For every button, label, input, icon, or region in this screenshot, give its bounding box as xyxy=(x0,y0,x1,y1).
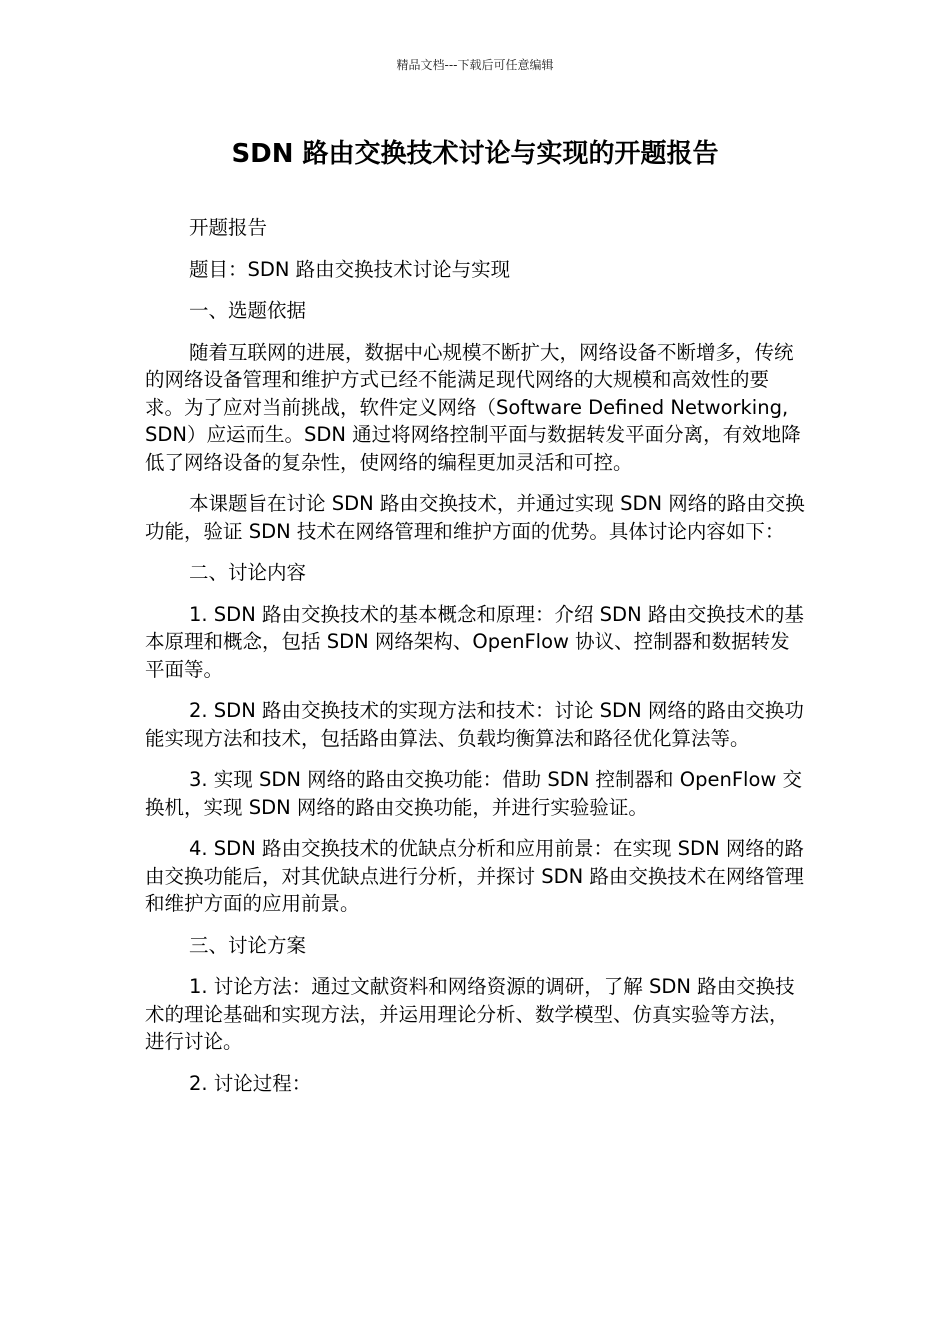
header-note: 精品文档---下载后可任意编辑 xyxy=(396,58,554,72)
paragraph-report-label: 开题报告 xyxy=(189,216,268,239)
paragraph-purpose: 本课题旨在讨论 SDN 路由交换技术，并通过实现 SDN 网络的路由交换功能，验证 SDN 技术在网络管理和维护方面的优势。具体讨论内容如下： xyxy=(145,492,805,543)
list-item-content-3: 3. 实现 SDN 网络的路由交换功能：借助 SDN 控制器和 OpenFlow 交换机，实现 SDN 网络的路由交换功能，并进行实验验证。 xyxy=(145,768,803,819)
document-body xyxy=(145,214,807,1111)
list-item-plan-1: 1. 讨论方法：通过文献资料和网络资源的调研，了解 SDN 路由交换技术的理论基础和实现方法，并运用理论分析、数学模型、仿真实验等方法，进行讨论。 xyxy=(145,975,795,1053)
paragraph-background: 随着互联网的进展，数据中心规模不断扩大，网络设备不断增多，传统的网络设备管理和维护方式已经不能满足现代网络的大规模和高效性的要求。为了应对当前挑战，软件定义网络（Software Defined Networking, SDN）应运而生。SDN 通过将网络控制平面与数据转发平面分离，有效地降低了网络设备的复杂性，使网络的编程更加灵活和可控。 xyxy=(145,340,801,474)
list-item-content-4: 4. SDN 路由交换技术的优缺点分析和应用前景：在实现 SDN 网络的路由交换功能后，对其优缺点进行分析，并探讨 SDN 路由交换技术在网络管理和维护方面的应用前景。 xyxy=(145,837,804,915)
document-title: SDN 路由交换技术讨论与实现的开题报告 xyxy=(231,139,719,169)
section-heading-content: 二、讨论内容 xyxy=(189,561,307,584)
list-item-plan-2: 2. 讨论过程： xyxy=(189,1071,312,1095)
paragraph-topic: 题目：SDN 路由交换技术讨论与实现 xyxy=(189,257,511,281)
section-heading-basis: 一、选题依据 xyxy=(189,299,307,322)
section-heading-plan: 三、讨论方案 xyxy=(189,933,307,957)
list-item-content-2: 2. SDN 路由交换技术的实现方法和技术：讨论 SDN 网络的路由交换功能实现方法和技术，包括路由算法、负载均衡算法和路径优化算法等。 xyxy=(145,699,804,750)
list-item-content-1: 1. SDN 路由交换技术的基本概念和原理：介绍 SDN 路由交换技术的基本原理和概念，包括 SDN 网络架构、OpenFlow 协议、控制器和数据转发平面等。 xyxy=(145,602,804,681)
